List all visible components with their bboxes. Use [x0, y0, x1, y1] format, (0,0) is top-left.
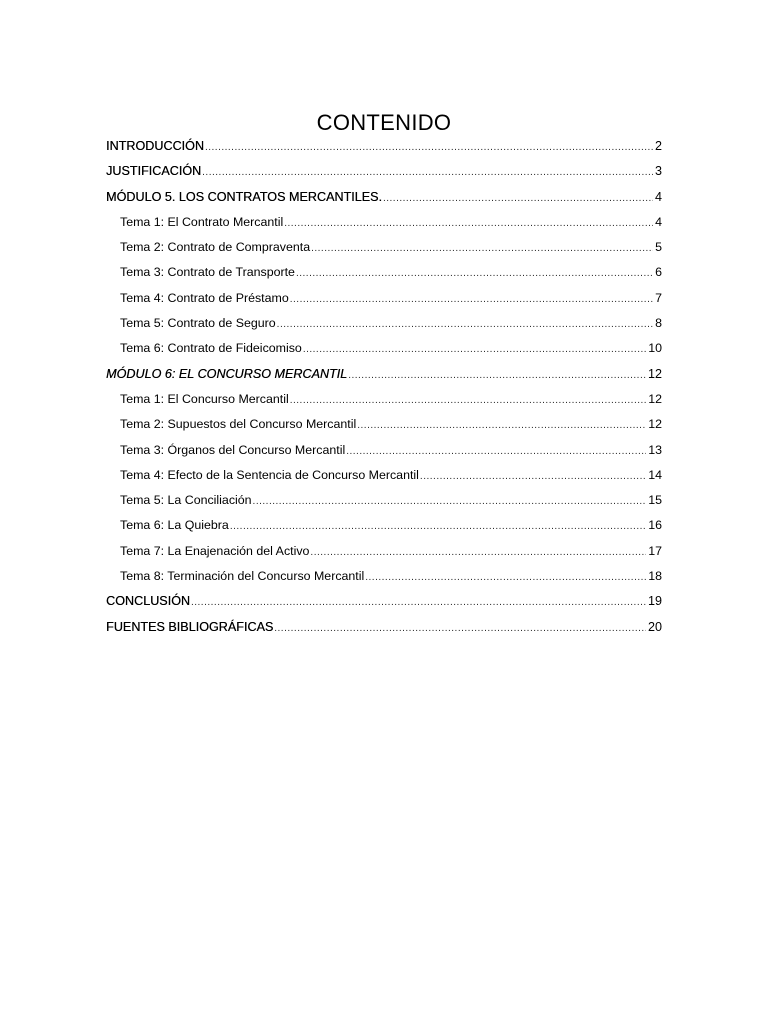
dot-leader: [346, 439, 646, 464]
dot-leader: [303, 337, 646, 362]
toc-entry[interactable]: [106, 311, 662, 336]
toc-entry[interactable]: [106, 564, 662, 589]
toc-entry[interactable]: [106, 463, 662, 488]
toc-entry[interactable]: [106, 134, 662, 159]
toc-entry-label[interactable]: Tema 8: Terminación del Concurso Mercantil: [120, 569, 365, 584]
dot-leader: [191, 590, 646, 615]
toc-entry-page-number[interactable]: 18: [648, 569, 662, 584]
toc-entry-label[interactable]: Tema 2: Contrato de Compraventa: [120, 240, 311, 255]
toc-entry-label[interactable]: Tema 6: Contrato de Fideicomiso: [120, 341, 302, 356]
toc-entry[interactable]: [106, 488, 662, 513]
dot-leader: [230, 514, 646, 539]
toc-entry[interactable]: [106, 513, 662, 538]
toc-entry-label[interactable]: INTRODUCCIÓN: [106, 139, 204, 153]
toc-entry-page-number[interactable]: 16: [648, 518, 662, 533]
toc-title: CONTENIDO: [316, 110, 452, 135]
toc-entry-page-number[interactable]: 15: [648, 493, 662, 508]
toc-entry[interactable]: [106, 438, 662, 463]
dot-leader: [284, 211, 653, 236]
toc-entry-label[interactable]: Tema 1: El Concurso Mercantil: [120, 391, 289, 406]
dot-leader: [202, 160, 653, 185]
dot-leader: [290, 388, 646, 413]
toc-entry-label[interactable]: Tema 5: Contrato de Seguro: [120, 316, 276, 331]
dot-leader: [253, 489, 647, 514]
toc-entry-page-number[interactable]: 19: [647, 594, 662, 609]
toc-entry[interactable]: [106, 615, 662, 640]
toc-entry-label[interactable]: CONCLUSIÓN: [106, 594, 190, 609]
toc-entry-page-number[interactable]: 3: [654, 164, 662, 179]
dot-leader: [311, 236, 653, 261]
toc-entry-label[interactable]: JUSTIFICACIÓN: [106, 164, 202, 179]
dot-leader: [348, 363, 646, 388]
dot-leader: [420, 464, 646, 489]
toc-entry-label[interactable]: FUENTES BIBLIOGRÁFICAS: [106, 619, 274, 634]
toc-entry[interactable]: [106, 210, 662, 235]
toc-entry[interactable]: [106, 589, 662, 614]
toc-entry-page-number[interactable]: 5: [655, 240, 662, 255]
dot-leader: [277, 312, 653, 337]
toc-entry-page-number[interactable]: 4: [655, 214, 662, 229]
toc-entry-page-number[interactable]: 12: [648, 391, 662, 406]
toc-entry-label[interactable]: Tema 3: Contrato de Transporte: [120, 265, 295, 280]
toc-entry[interactable]: [106, 412, 662, 437]
dot-leader: [290, 287, 653, 312]
toc-entry-label[interactable]: Tema 2: Supuestos del Concurso Mercantil: [120, 417, 357, 432]
dot-leader: [357, 413, 646, 438]
toc-entry-page-number[interactable]: 14: [648, 467, 662, 482]
dot-leader: [310, 540, 646, 565]
toc-entry-page-number[interactable]: 6: [655, 265, 662, 280]
toc-entry-label[interactable]: MÓDULO 6: EL CONCURSO MERCANTIL: [106, 366, 348, 381]
toc-entry-page-number[interactable]: 17: [648, 543, 662, 558]
toc-entry-label[interactable]: MÓDULO 5. LOS CONTRATOS MERCANTILES.: [106, 189, 382, 204]
toc-entry-label[interactable]: Tema 4: Efecto de la Sentencia de Concurso Mercantil: [120, 467, 419, 482]
toc-entry-label[interactable]: Tema 4: Contrato de Préstamo: [120, 290, 289, 305]
toc-entry-page-number[interactable]: 2: [654, 139, 662, 153]
dot-leader: [296, 261, 653, 286]
toc-entry-label[interactable]: Tema 1: El Contrato Mercantil: [120, 214, 284, 229]
toc-entry-page-number[interactable]: 13: [648, 442, 662, 457]
toc-entry-page-number[interactable]: 8: [655, 316, 662, 331]
toc-entry-page-number[interactable]: 7: [655, 290, 662, 305]
toc-entry[interactable]: [106, 260, 662, 285]
toc-entry-page-number[interactable]: 10: [648, 341, 662, 356]
toc-entry-page-number[interactable]: 12: [647, 366, 662, 381]
toc-entry[interactable]: [106, 159, 662, 184]
dot-leader: [383, 186, 653, 211]
toc-entry[interactable]: [106, 286, 662, 311]
dot-leader: [365, 565, 646, 590]
toc-entry-page-number[interactable]: 4: [654, 189, 662, 204]
toc-entry[interactable]: [106, 539, 662, 564]
toc-entry[interactable]: [106, 185, 662, 210]
toc-entry-label[interactable]: Tema 6: La Quiebra: [120, 518, 229, 533]
toc-entry-label[interactable]: Tema 7: La Enajenación del Activo: [120, 543, 310, 558]
table-of-contents: [106, 134, 662, 640]
toc-entry-label[interactable]: Tema 3: Órganos del Concurso Mercantil: [120, 442, 346, 457]
dot-leader: [274, 616, 646, 641]
toc-entry[interactable]: [106, 235, 662, 260]
toc-entry[interactable]: [106, 362, 662, 387]
toc-entry-label[interactable]: Tema 5: La Conciliación: [120, 493, 252, 508]
dot-leader: [205, 135, 653, 160]
toc-entry[interactable]: [106, 336, 662, 361]
toc-entry-page-number[interactable]: 20: [647, 619, 662, 634]
toc-entry-page-number[interactable]: 12: [648, 417, 662, 432]
toc-entry[interactable]: [106, 387, 662, 412]
